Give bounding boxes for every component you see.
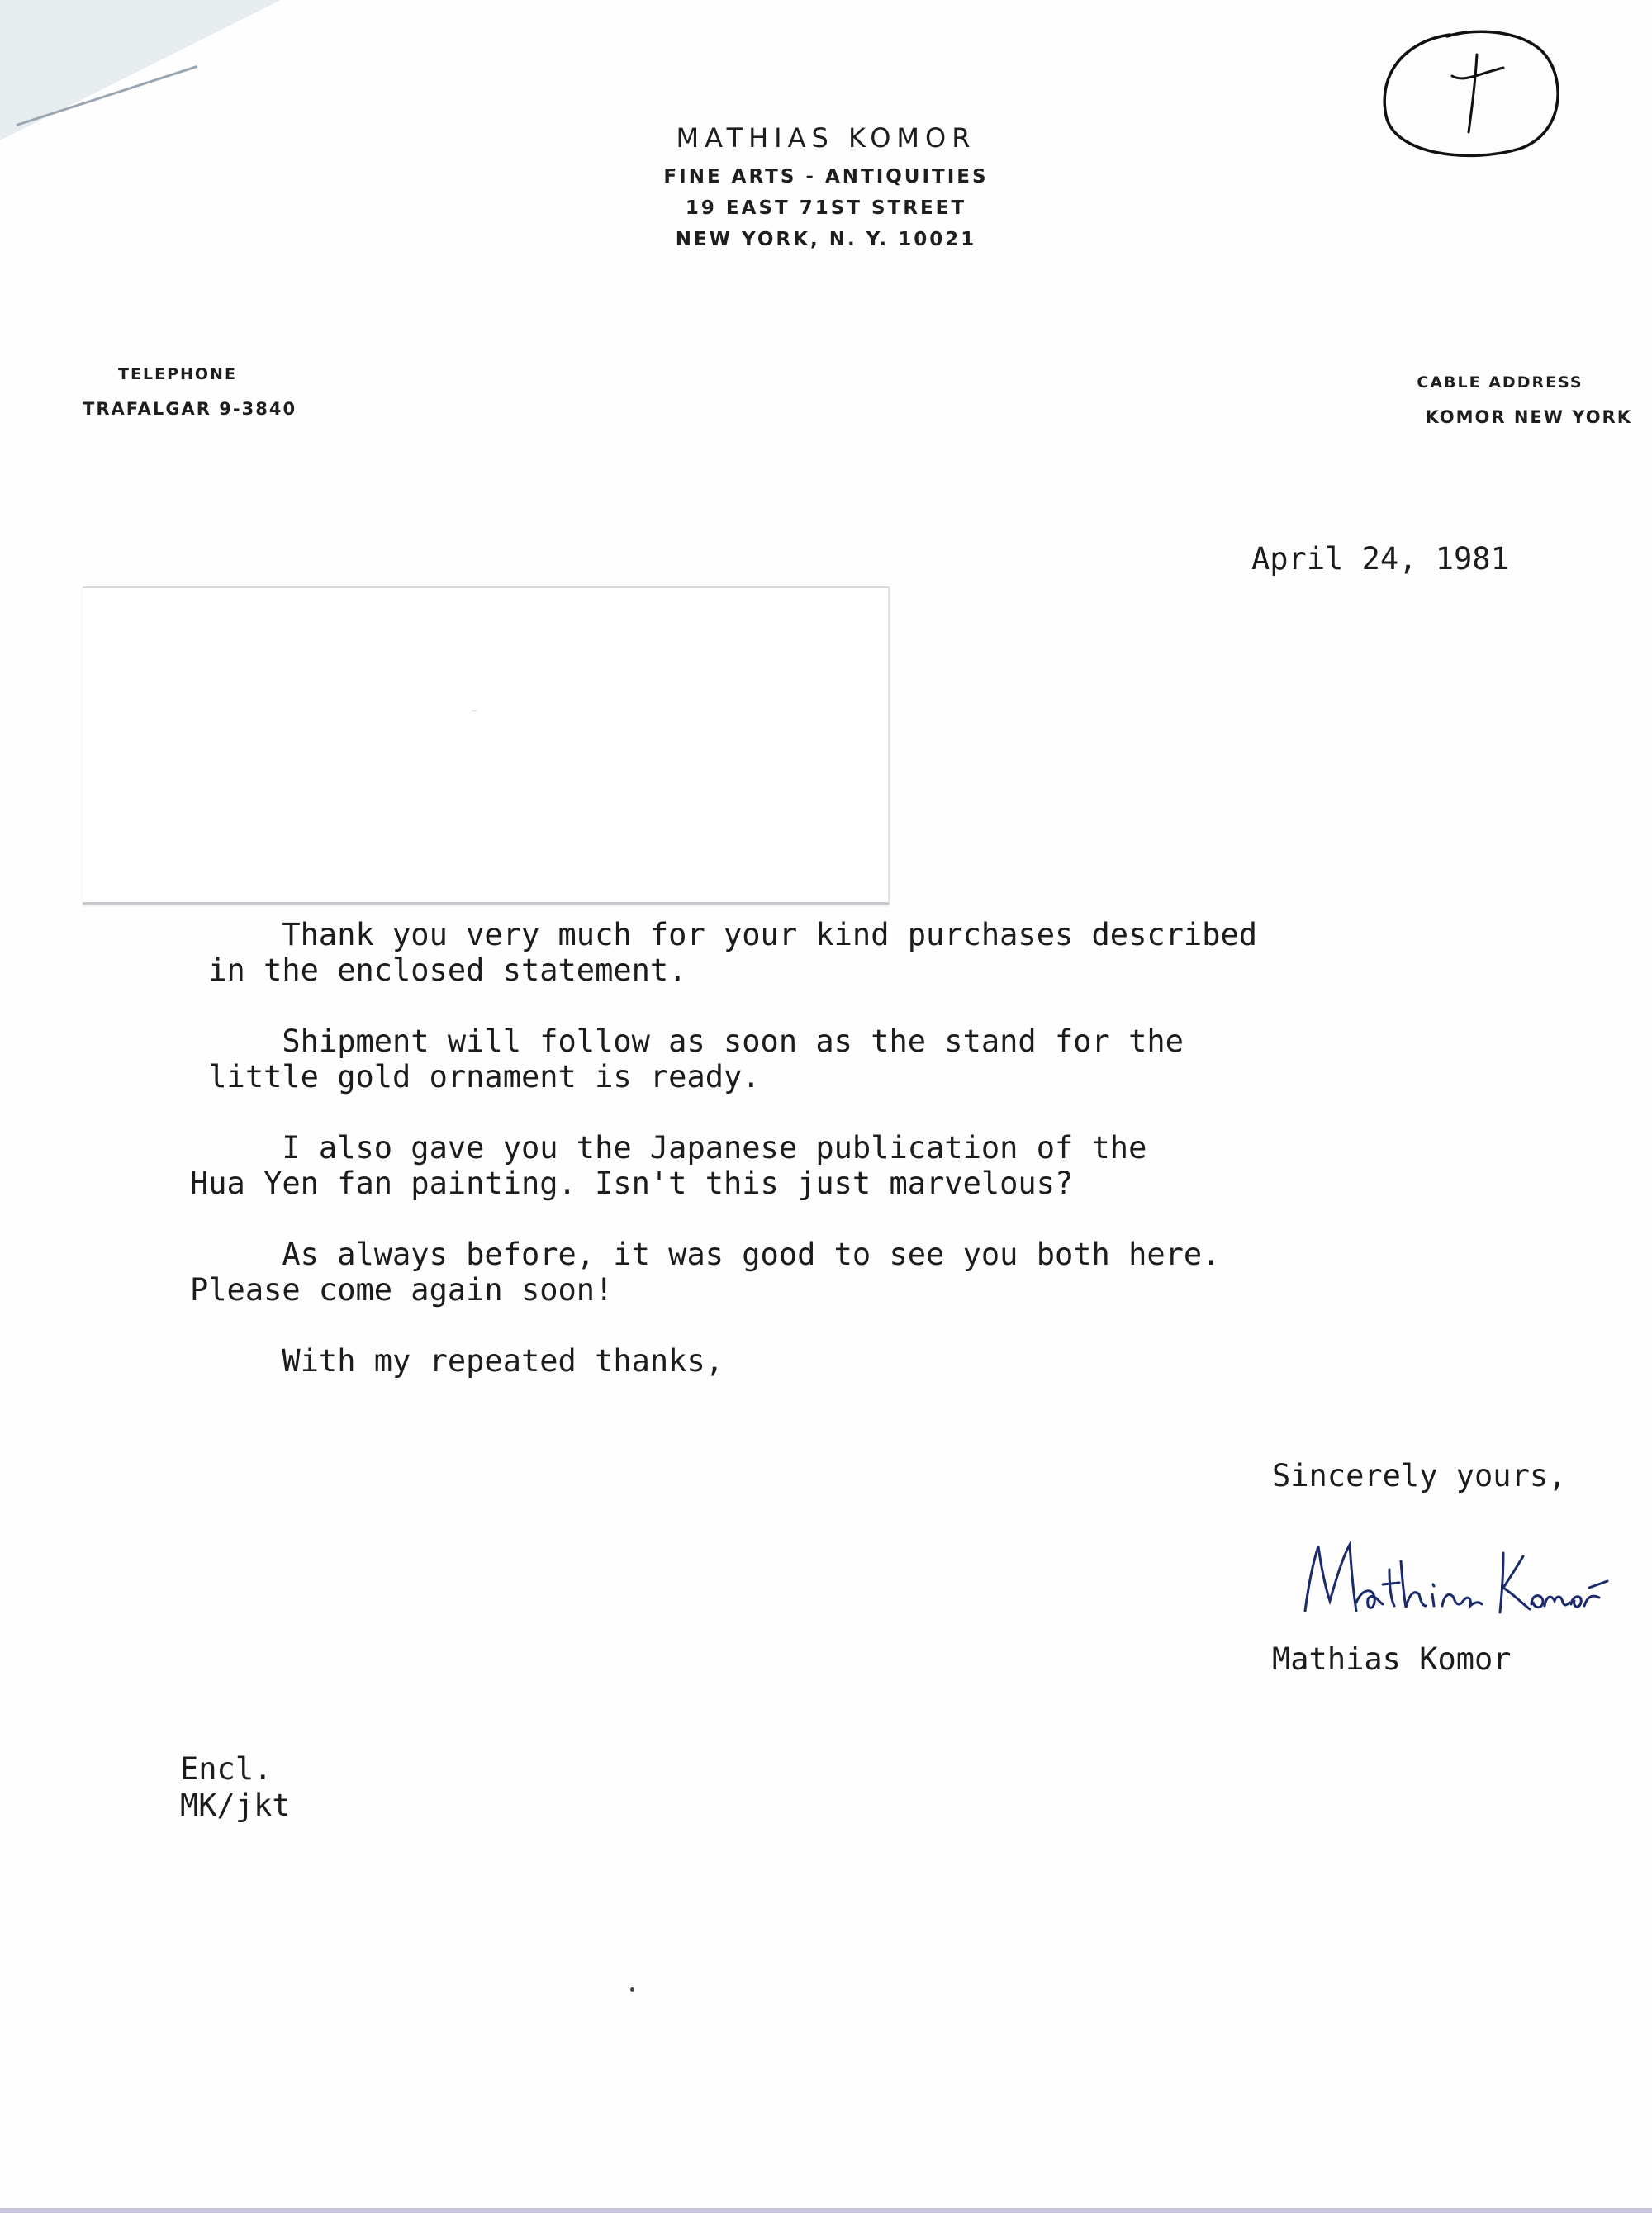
cable-address-value: KOMOR NEW YORK xyxy=(1425,407,1632,427)
scan-corner-shadow xyxy=(0,0,281,140)
telephone-label: TELEPHONE xyxy=(118,365,237,383)
letterhead-city: NEW YORK, N. Y. 10021 xyxy=(675,229,977,250)
address-window xyxy=(83,586,890,905)
paragraph-publication: I also gave you the Japanese publication of the Hua Yen fan painting. Isn't this just marvelous? xyxy=(190,1130,1147,1201)
reference-initials: MK/jkt xyxy=(180,1788,291,1823)
letter-date: April 24, 1981 xyxy=(1251,541,1509,577)
paragraph-thanks: Thank you very much for your kind purchases described in the enclosed statement. xyxy=(208,917,1258,988)
paragraph-visit: As always before, it was good to see you both here. Please come again soon! xyxy=(190,1237,1221,1308)
telephone-value: TRAFALGAR 9-3840 xyxy=(83,399,297,419)
letterhead xyxy=(0,122,1652,259)
cable-address-label: CABLE ADDRESS xyxy=(1417,373,1583,392)
enclosure-note: Encl. xyxy=(180,1751,273,1787)
paragraph-repeated-thanks: With my repeated thanks, xyxy=(190,1343,724,1379)
speck xyxy=(630,1987,634,1992)
letterhead-street: 19 EAST 71ST STREET xyxy=(685,197,967,219)
closing: Sincerely yours, xyxy=(1272,1458,1567,1494)
svg-text:Mathias Komor: Mathias Komor xyxy=(472,711,477,712)
letterhead-business: FINE ARTS - ANTIQUITIES xyxy=(663,166,989,188)
letterhead-name: MATHIAS KOMOR xyxy=(676,122,976,154)
signer-name: Mathias Komor xyxy=(1272,1641,1512,1677)
scan-bottom-edge xyxy=(0,2208,1652,2213)
telephone-block xyxy=(83,363,330,420)
paragraph-shipment: Shipment will follow as soon as the stand for the little gold ornament is ready. xyxy=(208,1023,1184,1095)
cable-address-block xyxy=(1368,372,1632,428)
letter-body xyxy=(190,917,1545,1414)
